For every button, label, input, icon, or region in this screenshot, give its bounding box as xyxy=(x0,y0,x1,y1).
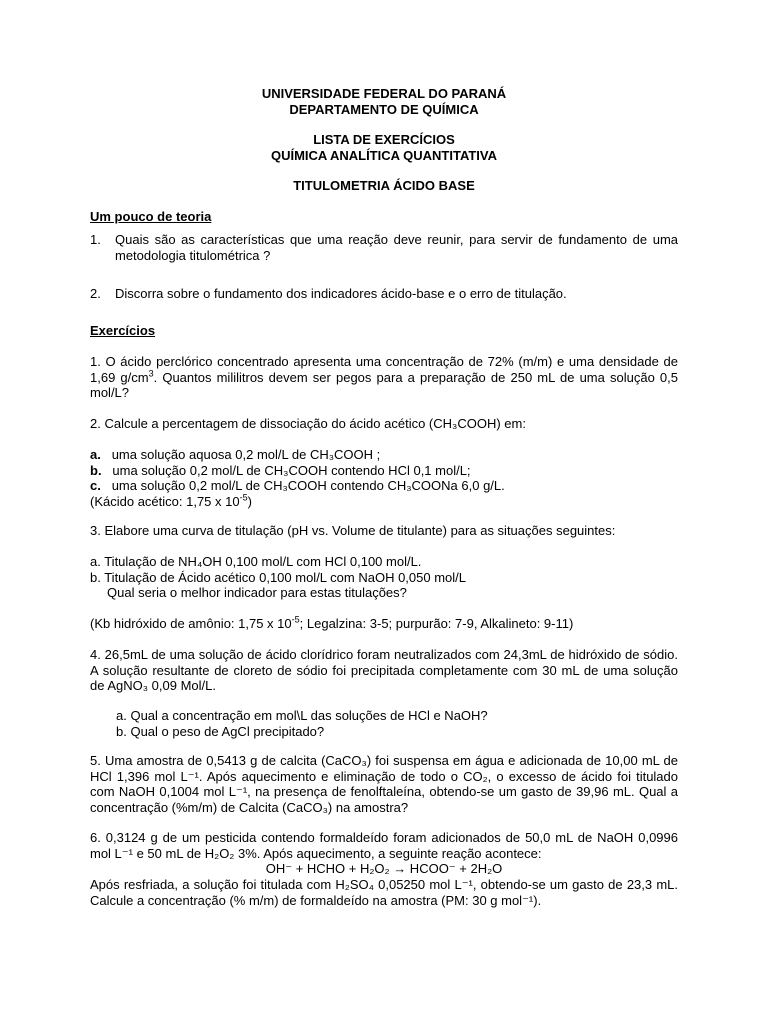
indicator-question: Qual seria o melhor indicador para estas titulações? xyxy=(107,585,407,600)
exercise-1-sup: 3 xyxy=(148,368,154,379)
exercise-1-text: 1. O ácido perclórico concentrado apresenta uma concentração de 72% (m/m) e uma densidade de 1,69 g/cm xyxy=(90,354,678,385)
option-b-label: b. xyxy=(90,462,102,478)
option-a-text: a. Titulação de NH₄OH 0,100 mol/L com HCl 0,100 mol/L. xyxy=(90,554,422,569)
exercises-heading: Exercícios xyxy=(90,323,156,338)
exercise-2-intro: 2. Calcule a percentagem de dissociação do ácido acético (CH₃COOH) em: xyxy=(90,416,526,431)
option-c-text: uma solução 0,2 mol/L de CH₃COOH contendo CH₃COONa 6,0 g/L. xyxy=(111,478,505,493)
option-a-label: a. xyxy=(90,447,101,462)
exercise-3-intro: 3. Elabore uma curva de titulação (pH vs. Volume de titulante) para as situações seguintes: xyxy=(90,523,616,538)
document-header xyxy=(90,86,678,118)
list-header xyxy=(90,132,678,164)
option-a-text: uma solução aquosa 0,2 mol/L de CH₃COOH ; xyxy=(111,447,381,462)
theory-item-2 xyxy=(90,286,678,302)
kb-exponent: -5 xyxy=(291,614,300,625)
option-a-text: a. Qual a concentração em mol\L das soluções de HCl e NaOH? xyxy=(116,708,488,723)
ka-text: (Kácido acético: 1,75 x 10 xyxy=(90,493,240,509)
exercise-1 xyxy=(90,354,678,401)
option-c-label: c. xyxy=(90,478,101,493)
ka-end: ) xyxy=(247,493,252,509)
exercise-5-text: 5. Uma amostra de 0,5413 g de calcita (CaCO₃) foi suspensa em água e adicionada de 10,00 mL de HCl 1,396 mol L⁻¹. Após aquecimento e eliminação de todo o CO₂, o excesso de ácido foi titulado com NaOH 0,1004 mol L⁻¹, na presença de fenolftaleína, obtendo-se um gasto de 39,96 mL. Qual a concentração (%m/m) de Calcita (CaCO₃) na amostra? xyxy=(90,753,678,815)
kb-end: ; Legalzina: 3-5; purpurão: 7-9, Alkalineto: 9-11) xyxy=(299,616,574,631)
topic-title: TITULOMETRIA ÁCIDO BASE xyxy=(293,178,475,193)
exercise-4-text: 4. 26,5mL de uma solução de ácido clorídrico foram neutralizados com 24,3mL de hidróxido de sódio. A solução resultante de cloreto de sódio foi precipitada completamente com 30 mL de uma solução de AgNO₃ 0,09 Mol/L. xyxy=(90,647,678,693)
exercise-3-options xyxy=(90,554,678,601)
item-number: 2. xyxy=(90,286,101,301)
kb-text: (Kb hidróxido de amônio: 1,75 x 10 xyxy=(90,616,292,631)
exercise-4-options xyxy=(90,708,678,739)
kb-note xyxy=(90,616,678,632)
ka-exponent: -5 xyxy=(239,492,248,503)
list-title: LISTA DE EXERCÍCIOS xyxy=(313,132,455,147)
course-title: QUÍMICA ANALÍTICA QUANTITATIVA xyxy=(270,148,498,163)
reaction-equation: OH⁻ + HCHO + H₂O₂ → HCOO⁻ + 2H₂O xyxy=(265,861,503,876)
exercise-6-text-2: Após resfriada, a solução foi titulada com H₂SO₄ 0,05250 mol L⁻¹, obtendo-se um gasto de 23,3 mL. Calcule a concentração (% m/m) de formaldeído na amostra (PM: 30 g mol⁻¹). xyxy=(90,877,678,908)
exercise-2-options xyxy=(90,447,678,509)
theory-heading: Um pouco de teoria xyxy=(90,209,212,224)
option-b-text: b. Titulação de Ácido acético 0,100 mol/L com NaOH 0,050 mol/L xyxy=(90,569,466,585)
theory-item-1 xyxy=(90,232,678,263)
option-b-text: b. Qual o peso de AgCl precipitado? xyxy=(116,723,325,739)
item-text: Quais são as características que uma reação deve reunir, para servir de fundamento de uma metodologia titulométrica ? xyxy=(115,232,678,263)
exercise-1-text-cont: . Quantos mililitros devem ser pegos para a preparação de 250 mL de uma solução 0,5 mol/L? xyxy=(90,369,678,400)
exercise-6-text: 6. 0,3124 g de um pesticida contendo formaldeído foram adicionados de 50,0 mL de NaOH 0,0996 mol L⁻¹ e 50 mL de H₂O₂ 3%. Após aquecimento, a seguinte reação acontece: xyxy=(90,830,678,861)
option-b-text: uma solução 0,2 mol/L de CH₃COOH contendo HCl 0,1 mol/L; xyxy=(112,462,471,478)
item-text: Discorra sobre o fundamento dos indicadores ácido-base e o erro de titulação. xyxy=(115,286,567,301)
item-number: 1. xyxy=(90,232,101,247)
ka-note xyxy=(90,494,678,510)
university-name: UNIVERSIDADE FEDERAL DO PARANÁ xyxy=(261,86,507,101)
department-name: DEPARTAMENTO DE QUÍMICA xyxy=(289,102,479,117)
